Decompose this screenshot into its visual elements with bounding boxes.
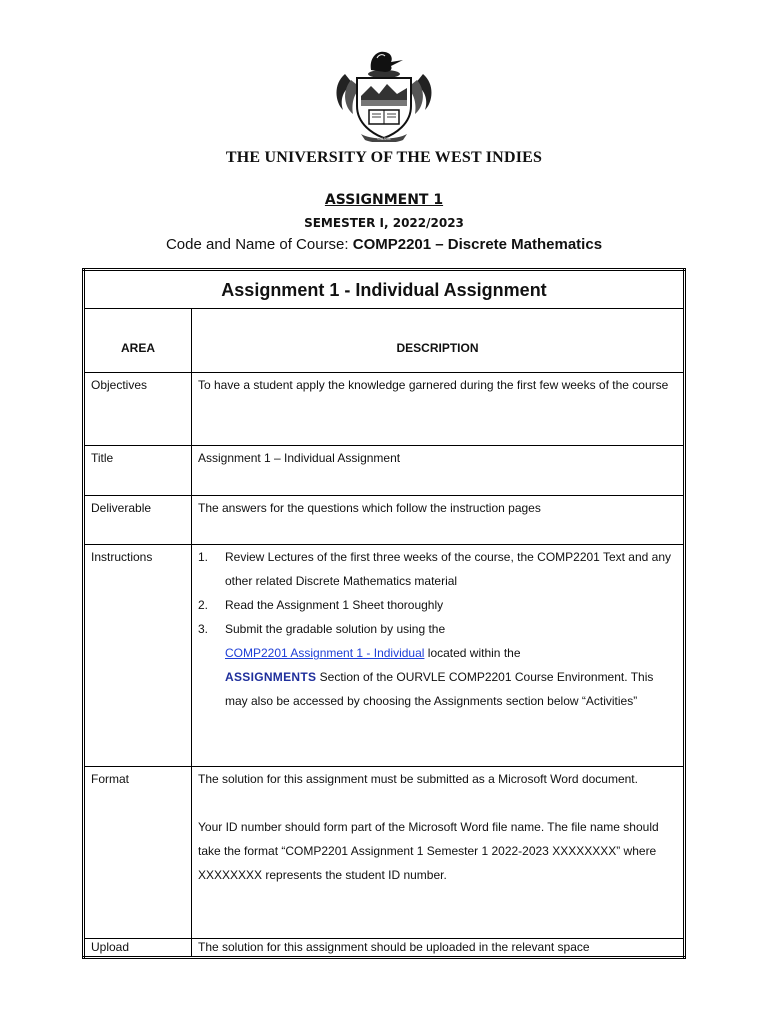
assignment-table (82, 268, 686, 959)
assignment-submission-link[interactable]: COMP2201 Assignment 1 - Individual (225, 646, 425, 660)
list-item (198, 593, 679, 617)
table-title: Assignment 1 - Individual Assignment (84, 270, 685, 309)
column-header-area: AREA (84, 309, 192, 373)
table-row (84, 373, 685, 446)
list-text: Section of the OURVLE COMP2201 Course Environment. This may also be accessed by choosing the Assignments section below “Activities” (225, 670, 654, 708)
area-cell: Title (84, 446, 192, 496)
crest-motto: OASIS (377, 136, 391, 141)
column-header-description: DESCRIPTION (192, 309, 685, 373)
area-cell: Upload (84, 939, 192, 958)
instruction-list (198, 545, 679, 713)
list-text: Submit the gradable solution by using the (225, 622, 446, 636)
description-cell (192, 545, 685, 767)
course-line (0, 236, 768, 253)
list-item (198, 545, 679, 593)
area-cell: Instructions (84, 545, 192, 767)
university-name: THE UNIVERSITY OF THE WEST INDIES (225, 149, 543, 166)
table-row (84, 939, 685, 958)
list-number: 3. (198, 622, 209, 636)
course-value: COMP2201 – Discrete Mathematics (352, 236, 603, 253)
university-crest-icon (331, 44, 437, 142)
area-cell: Objectives (84, 373, 192, 446)
list-text: located within the (424, 646, 521, 660)
description-cell (192, 767, 685, 939)
area-cell: Format (84, 767, 192, 939)
table-row (84, 767, 685, 939)
list-number: 1. (198, 550, 209, 564)
table-row (84, 446, 685, 496)
assignments-emphasis: ASSIGNMENTS (225, 670, 317, 684)
description-cell: To have a student apply the knowledge garnered during the first few weeks of the course (192, 373, 685, 446)
semester-line: SEMESTER I, 2022/2023 (304, 216, 464, 230)
list-text: Review Lectures of the first three weeks of the course, the COMP2201 Text and any other related Discrete Mathematics material (225, 550, 672, 588)
table-row (84, 496, 685, 545)
area-cell: Deliverable (84, 496, 192, 545)
description-cell: The answers for the questions which follow the instruction pages (192, 496, 685, 545)
list-number: 2. (198, 598, 209, 612)
description-cell: The solution for this assignment should be uploaded in the relevant space (192, 939, 685, 958)
format-paragraph: Your ID number should form part of the Microsoft Word file name. The file name should take the format “COMP2201 Assignment 1 Semester 1 2022-2023 XXXXXXXX” where XXXXXXXX represents the student ID number. (198, 820, 659, 882)
assignment-heading: ASSIGNMENT 1 (324, 192, 444, 208)
list-text: Read the Assignment 1 Sheet thoroughly (225, 598, 444, 612)
description-cell: Assignment 1 – Individual Assignment (192, 446, 685, 496)
table-row (84, 545, 685, 767)
format-paragraph: The solution for this assignment must be submitted as a Microsoft Word document. (198, 772, 638, 786)
course-label: Code and Name of Course: (165, 236, 353, 253)
list-item (198, 617, 679, 713)
